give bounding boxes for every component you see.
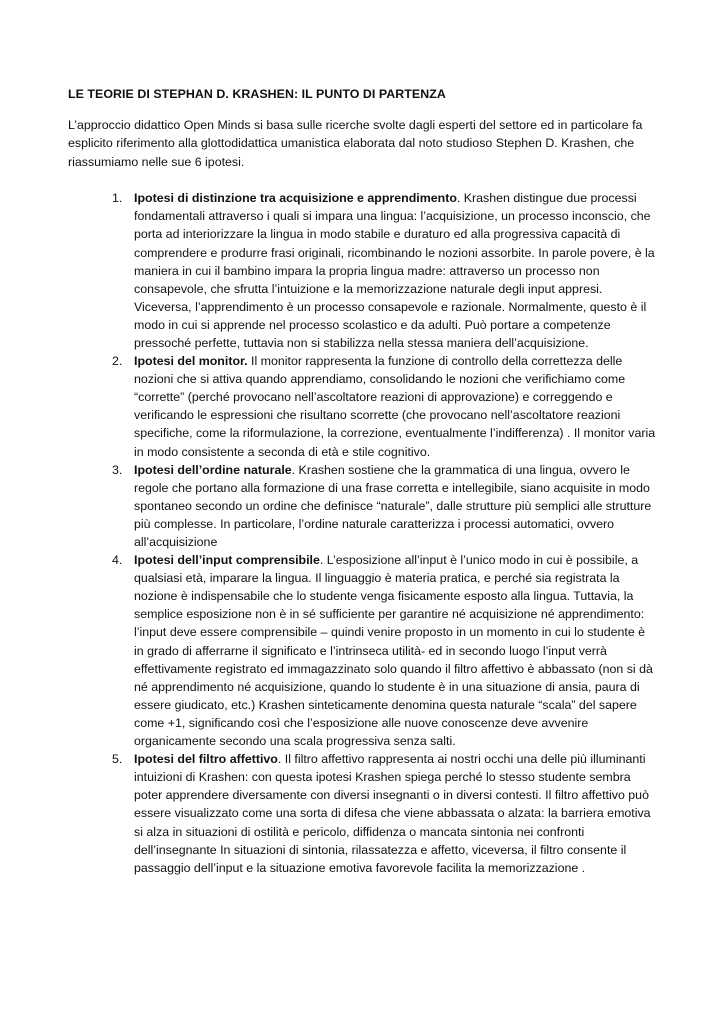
hypothesis-term: Ipotesi del filtro affettivo <box>134 752 278 767</box>
hypothesis-term: Ipotesi dell’input comprensibile <box>134 553 320 568</box>
list-item-number: 2. <box>112 354 123 369</box>
hypothesis-text: . Il filtro affettivo rappresenta ai nostri occhi una delle più illuminanti intuizioni di Krashen: con questa ipotesi Krashen spiega perché lo stesso studente sembra poter apprendere diversamente con diversi insegnanti o in diversi contesti. Il filtro affettivo può essere visualizzato come una sorta di difesa che viene abbassata o alzata: la barriera emotiva si alza in situazioni di ostilità e pericolo, diffidenza o mancata sintonia nei confronti dell’insegnante In situazioni di sintonia, rilassatezza e affetto, viceversa, il filtro consente il passaggio dell’input e la situazione emotiva favorevole facilita la memorizzazione . <box>134 752 651 875</box>
hypothesis-term: Ipotesi dell’ordine naturale <box>134 462 292 477</box>
hypothesis-text: Il monitor rappresenta la funzione di controllo della correttezza delle nozioni che si attiva quando apprendiamo, consolidando le nozioni che verifichiamo come “corrette” (perché provocano nell’ascoltatore reazioni di approvazione) e correggendo e verificando le espressioni che risultano scorrette (che provocano nell’ascoltatore reazioni specifiche, come la riformulazione, la correzione, eventualmente l’indifferenza) . Il monitor varia in modo consistente a seconda di età e stile cognitivo. <box>134 354 656 459</box>
list-item-number: 3. <box>112 462 123 477</box>
list-item-number: 4. <box>112 553 123 568</box>
list-item <box>68 461 658 551</box>
hypothesis-term: Ipotesi del monitor. <box>134 354 248 369</box>
list-item <box>68 189 658 352</box>
intro-paragraph: L’approccio didattico Open Minds si basa sulle ricerche svolte dagli esperti del settore ed in particolare fa esplicito riferimento alla glottodidattica umanistica elaborata dal noto studioso Stephen D. Krashen, che riassumiamo nelle sue 6 ipotesi. <box>68 118 643 169</box>
hypothesis-term: Ipotesi di distinzione tra acquisizione e apprendimento <box>134 191 457 206</box>
list-item <box>68 551 658 750</box>
list-item <box>68 750 658 877</box>
hypothesis-text: . Krashen distingue due processi fondamentali attraverso i quali si impara una lingua: l’acquisizione, un processo inconscio, che porta ad interiorizzare la lingua in modo stabile e duraturo ed alla progressiva capacità di comprendere e produrre frasi originali, ricombinando le nozioni assorbite. In parole povere, è la maniera in cui il bambino impara la propria lingua madre: attraverso un processo non consapevole, che sfrutta l’intuizione e la memorizzazione naturale degli input appresi. Viceversa, l’apprendimento è un processo consapevole e razionale. Normalmente, questo è il modo in cui si apprende nel processo scolastico e da adulti. Può portare a competenze pressoché perfette, tuttavia non si stabilizza nella stessa maniera dell’acquisizione. <box>134 191 655 350</box>
hypothesis-text: . L’esposizione all’input è l’unico modo in cui è possibile, a qualsiasi età, imparare la lingua. Il linguaggio è materia pratica, e perché sia registrata la nozione è indispensabile che lo studente venga fisicamente esposto alla lingua. Tuttavia, la semplice esposizione non è in sé sufficiente per garantire né acquisizione né apprendimento: l’input deve essere comprensibile – quindi venire proposto in un momento in cui lo studente è in grado di afferrarne il significato e l’intrinseca utilità- ed in secondo luogo l’input verrà effettivamente registrato ed immagazzinato solo quando il filtro affettivo è abbassato (non si dà né apprendimento né acquisizione, quando lo studente è in una situazione di ansia, paura di essere giudicato, etc.) Krashen sinteticamente denomina questa naturale “scala” del sapere come +1, significando così che l’esposizione alle nuove conoscenze deve avvenire organicamente secondo una scala progressiva senza salti. <box>134 553 653 749</box>
list-item <box>68 352 658 461</box>
list-item-number: 5. <box>112 752 123 767</box>
document-title: LE TEORIE DI STEPHAN D. KRASHEN: IL PUNTO DI PARTENZA <box>68 87 446 101</box>
hypotheses-list <box>68 189 658 877</box>
hypothesis-text: . Krashen sostiene che la grammatica di una lingua, ovvero le regole che portano alla formazione di una frase corretta e intellegibile, siano acquisite in modo spontaneo secondo un ordine che definisce “naturale”, dalle strutture più semplici alle strutture più complesse. In particolare, l’ordine naturale caratterizza i processi automatici, ovvero all’acquisizione <box>134 462 652 549</box>
document-page <box>68 86 658 877</box>
list-item-number: 1. <box>112 191 123 206</box>
